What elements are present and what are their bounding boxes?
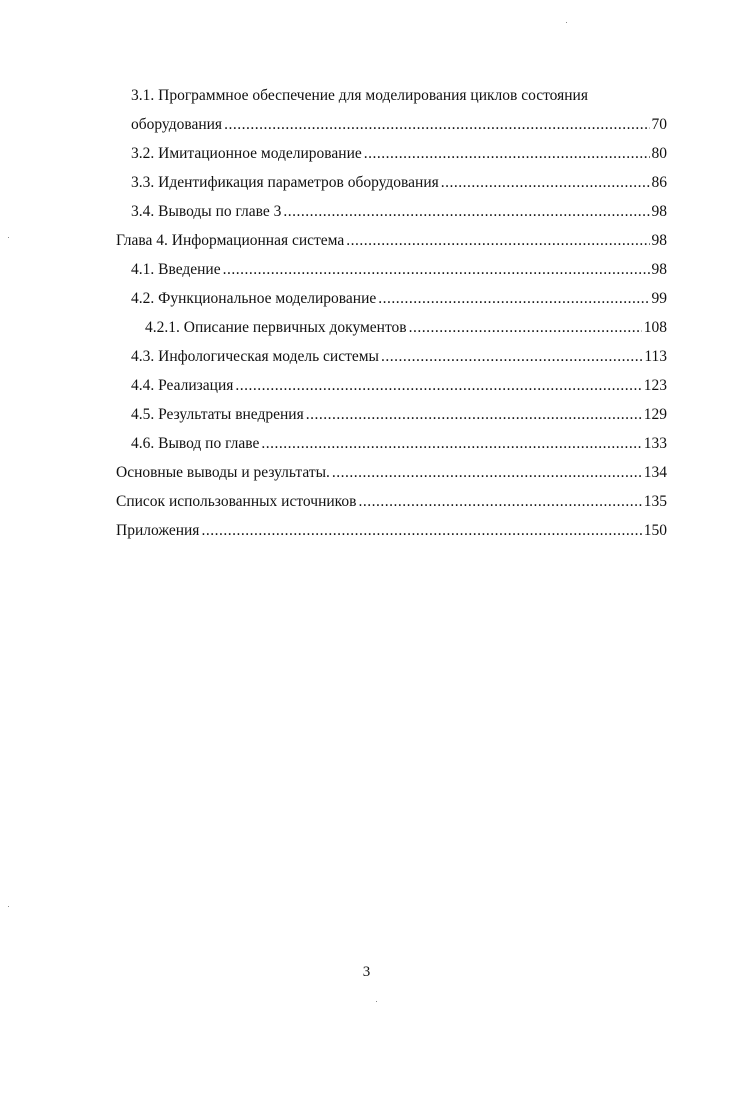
toc-entry-4-5 bbox=[131, 403, 667, 427]
toc-entry-page: 113 bbox=[644, 348, 667, 365]
toc-entry-chapter-4 bbox=[116, 229, 667, 253]
toc-entry-4-1 bbox=[131, 258, 667, 282]
toc-entry-4-2-1 bbox=[145, 316, 667, 340]
scan-speck bbox=[8, 237, 9, 238]
toc-entry-title: 3.2. Имитационное моделирование bbox=[131, 145, 362, 162]
toc-entry-title: Основные выводы и результаты. bbox=[116, 464, 330, 481]
toc-entry-title: 3.1. Программное обеспечение для моделирования циклов состояния bbox=[131, 87, 588, 104]
toc-entry-title: Приложения bbox=[116, 522, 200, 539]
toc-entry-3-1-cont bbox=[131, 113, 667, 137]
toc-entry-title: 4.6. Вывод по главе bbox=[131, 435, 260, 452]
dot-leader bbox=[409, 316, 642, 340]
toc-entry-page: 135 bbox=[643, 493, 667, 510]
toc-entry-title: 3.4. Выводы по главе 3 bbox=[131, 203, 282, 220]
toc-entry-conclusions bbox=[116, 461, 667, 485]
dot-leader bbox=[223, 258, 650, 282]
toc-entry-3-2 bbox=[131, 142, 667, 166]
toc-entry-page: 98 bbox=[651, 261, 667, 278]
scan-speck bbox=[566, 22, 567, 23]
toc-entry-title: 4.2. Функциональное моделирование bbox=[131, 290, 377, 307]
toc-entry-page: 98 bbox=[651, 232, 667, 249]
toc-entry-page: 150 bbox=[643, 522, 667, 539]
toc-entry-title: 3.3. Идентификация параметров оборудования bbox=[131, 174, 439, 191]
dot-leader bbox=[224, 113, 649, 137]
toc-entry-page: 133 bbox=[643, 435, 667, 452]
toc-entry-page: 108 bbox=[643, 319, 667, 336]
dot-leader bbox=[283, 200, 649, 224]
scan-speck bbox=[376, 1001, 377, 1002]
dot-leader bbox=[261, 432, 641, 456]
scan-speck bbox=[8, 906, 9, 907]
dot-leader bbox=[378, 287, 649, 311]
toc-entry-appendices bbox=[116, 519, 667, 543]
toc-entry-title: Глава 4. Информационная система bbox=[116, 232, 345, 249]
toc-entry-3-1 bbox=[131, 84, 661, 108]
toc-entry-page: 70 bbox=[651, 116, 667, 133]
toc-entry-title: 4.3. Инфологическая модель системы bbox=[131, 348, 379, 365]
dot-leader bbox=[441, 171, 650, 195]
toc-entry-4-4 bbox=[131, 374, 667, 398]
dot-leader bbox=[306, 403, 642, 427]
toc-entry-page: 98 bbox=[651, 203, 667, 220]
toc-entry-page: 134 bbox=[643, 464, 667, 481]
page-number: 3 bbox=[362, 964, 371, 980]
toc-entry-page: 129 bbox=[643, 406, 667, 423]
toc-entry-4-6 bbox=[131, 432, 667, 456]
toc-entry-title: 4.1. Введение bbox=[131, 261, 221, 278]
toc-entry-page: 99 bbox=[651, 290, 667, 307]
toc-entry-title: 4.2.1. Описание первичных документов bbox=[145, 319, 407, 336]
dot-leader bbox=[201, 519, 641, 543]
toc-entry-title: 4.4. Реализация bbox=[131, 377, 234, 394]
toc-entry-page: 86 bbox=[651, 174, 667, 191]
dot-leader bbox=[332, 461, 642, 485]
toc-entry-3-4 bbox=[131, 200, 667, 224]
dot-leader bbox=[358, 490, 641, 514]
toc-entry-4-3 bbox=[131, 345, 667, 369]
toc-entry-title: Список использованных источников bbox=[116, 493, 357, 510]
toc-entry-3-3 bbox=[131, 171, 667, 195]
dot-leader bbox=[364, 142, 650, 166]
toc-entry-4-2 bbox=[131, 287, 667, 311]
toc-entry-title: 4.5. Результаты внедрения bbox=[131, 406, 304, 423]
dot-leader bbox=[381, 345, 642, 369]
toc-entry-title: оборудования bbox=[131, 116, 223, 133]
toc-entry-page: 123 bbox=[643, 377, 667, 394]
dot-leader bbox=[235, 374, 641, 398]
toc-entry-page: 80 bbox=[651, 145, 667, 162]
toc-entry-references bbox=[116, 490, 667, 514]
dot-leader bbox=[346, 229, 649, 253]
